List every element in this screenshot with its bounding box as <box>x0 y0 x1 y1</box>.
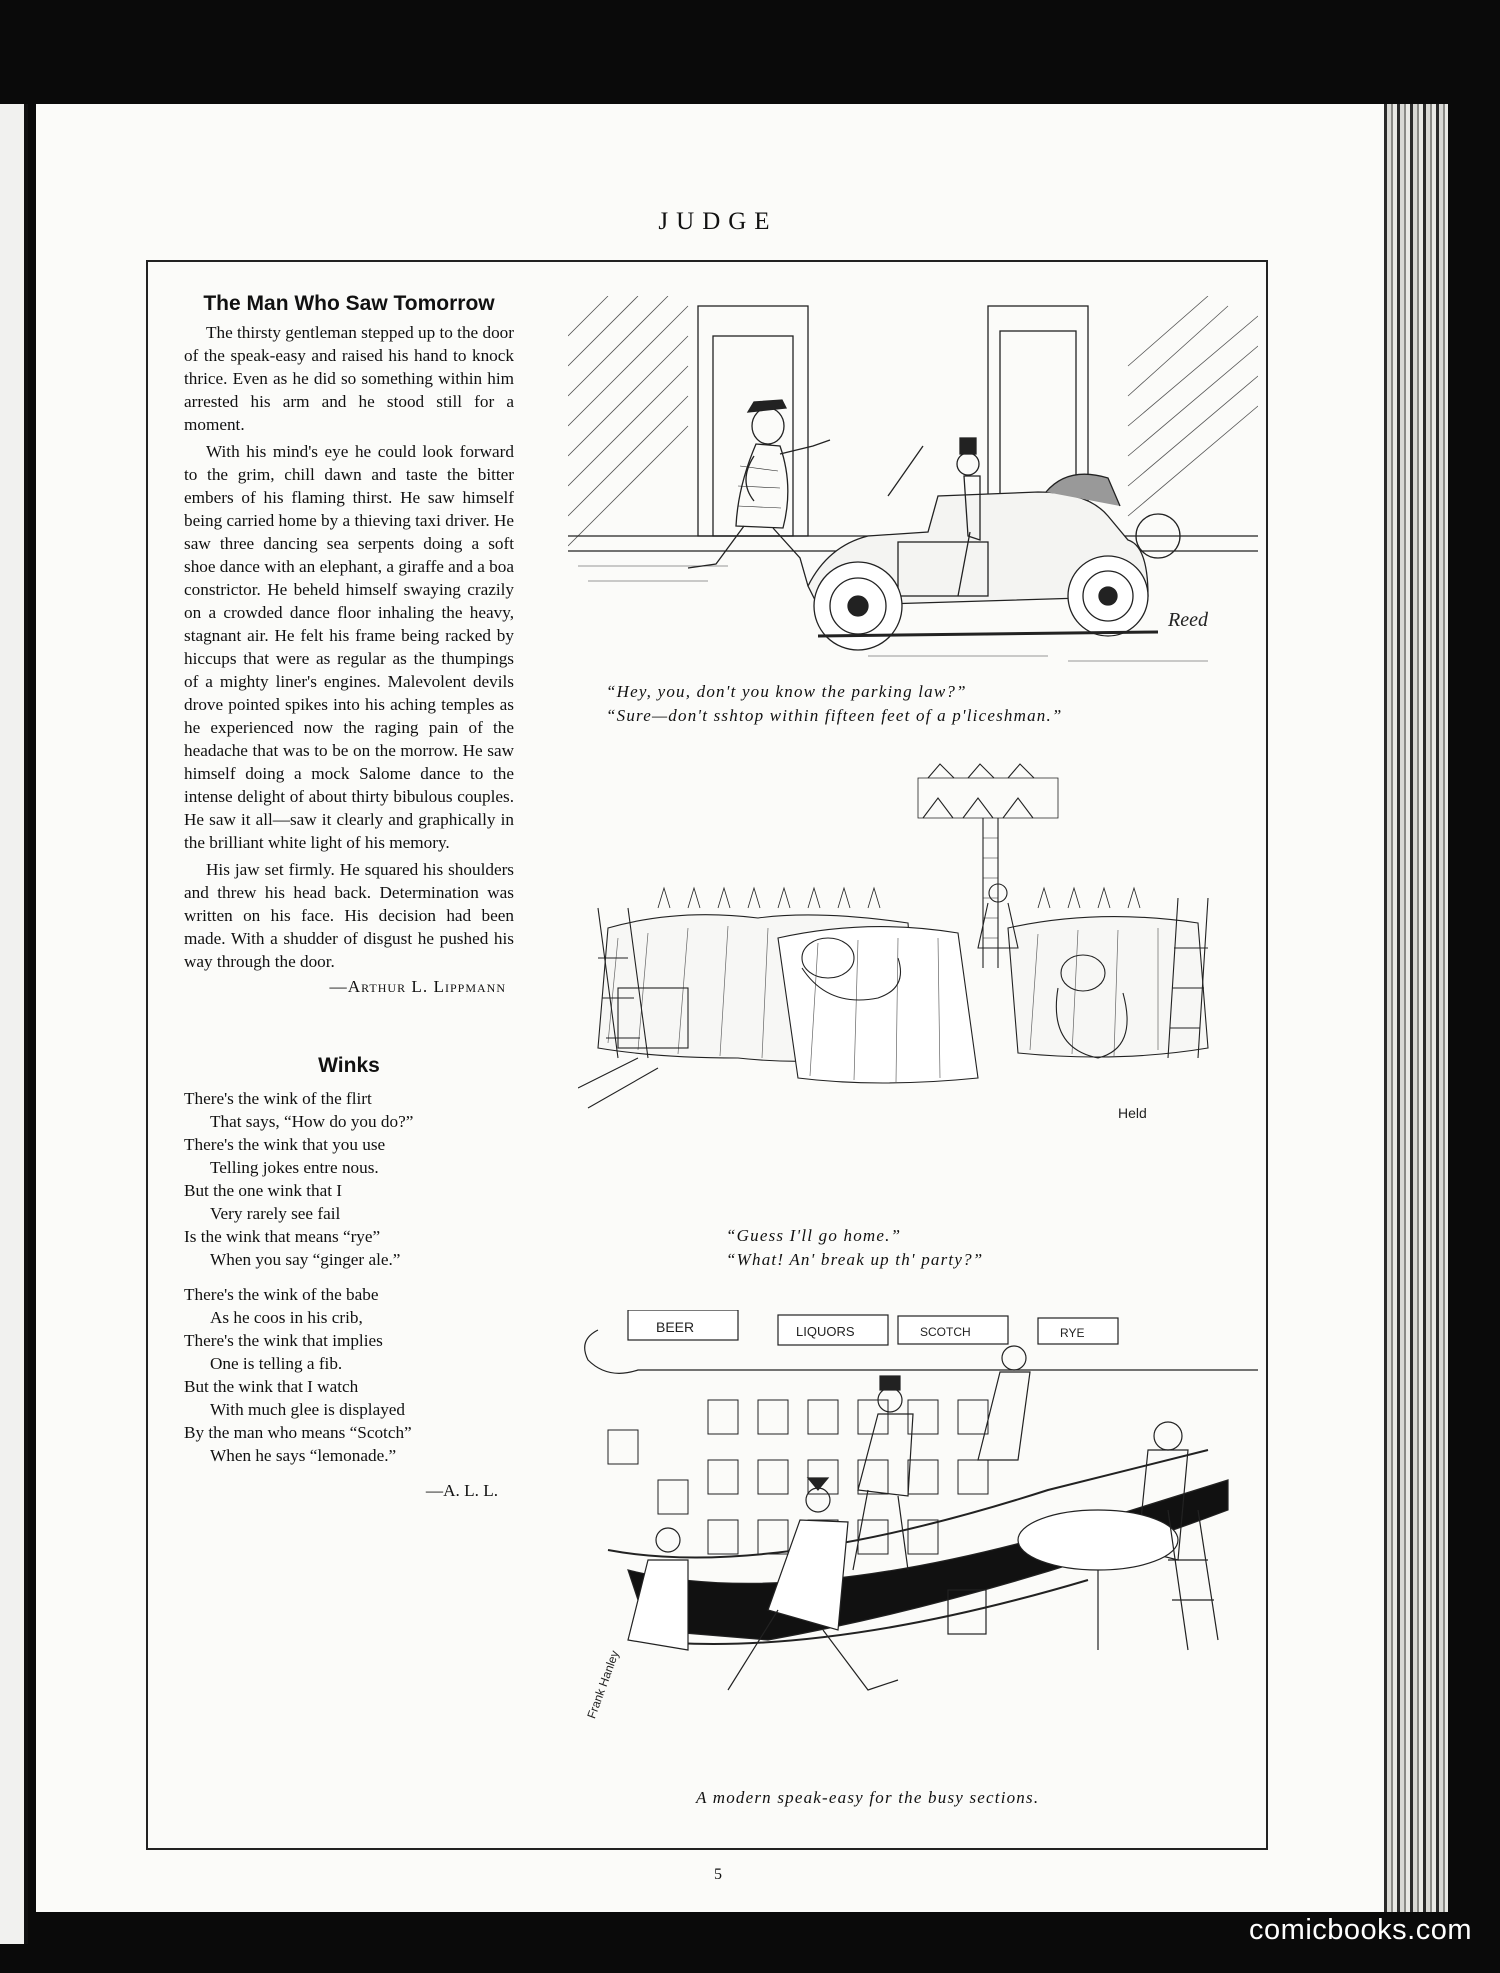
content-frame <box>146 260 1268 1850</box>
bar-cartoon-caption: A modern speak-easy for the busy sections. <box>696 1788 1040 1807</box>
poem-stanza <box>184 1283 514 1467</box>
poem-line: When he says “lemonade.” <box>210 1446 397 1465</box>
party-cartoon-signature: Held <box>1118 1105 1147 1121</box>
poem-line: There's the wink that implies <box>184 1331 383 1350</box>
poem-line: Telling jokes entre nous. <box>210 1158 379 1177</box>
bar-cartoon-signature: Frank Hanley <box>584 1648 622 1721</box>
page-stack-edges <box>1384 104 1448 1912</box>
poem-line: There's the wink of the babe <box>184 1285 379 1304</box>
caption-line: “Sure—don't sshtop within fifteen feet of a p'liceshman.” <box>606 706 1063 725</box>
article-title: The Man Who Saw Tomorrow <box>203 292 495 315</box>
running-head: JUDGE <box>658 208 778 235</box>
party-cartoon-illustration <box>578 758 1238 1138</box>
poem-title: Winks <box>318 1054 380 1077</box>
poem-line: There's the wink of the flirt <box>184 1089 372 1108</box>
article-byline: —Arthur L. Lippmann <box>329 977 506 996</box>
poem-line: But the one wink that I <box>184 1181 343 1200</box>
page-number: 5 <box>714 1866 722 1883</box>
text-column <box>184 292 514 1502</box>
poem-line: But the wink that I watch <box>184 1377 359 1396</box>
bar-sign: RYE <box>1060 1326 1085 1340</box>
caption-line: “Guess I'll go home.” <box>726 1226 902 1245</box>
party-cartoon-caption <box>726 1224 983 1272</box>
poem-byline: —A. L. L. <box>425 1481 498 1500</box>
poem-line: There's the wink that you use <box>184 1135 386 1154</box>
car-cartoon-caption <box>606 680 1063 728</box>
poem-line: When you say “ginger ale.” <box>210 1250 401 1269</box>
bar-cartoon-illustration <box>568 1310 1258 1780</box>
article-paragraph: With his mind's eye he could look forward to the grim, chill dawn and taste the bitter embers of his flaming thirst. He saw himself being carried home by a thieving taxi driver. He saw three dancing sea serpents doing a soft shoe dance with an elephant, a giraffe and a boa constrictor. He beheld himself swaying crazily on a crowded dance floor inhaling the heavy, stagnant air. He felt his frame being racked by hiccups that were as regular as the thumpings of a mighty liner's engines. Malevolent devils drove pointed spikes into his aching temples as he experienced now the raging pain of the headache that was to be on the morrow. He saw himself doing a mock Salome dance to the intense delight of about thirty bibulous couples. He saw it all—saw it clearly and graphically in the brilliant white light of his memory. <box>184 442 514 852</box>
watermark: comicbooks.com <box>1249 1914 1472 1946</box>
bar-sign: BEER <box>656 1319 695 1335</box>
car-cartoon-signature: Reed <box>1168 609 1208 631</box>
poem-line: Very rarely see fail <box>210 1204 341 1223</box>
article-paragraph: The thirsty gentleman stepped up to the door of the speak-easy and raised his hand to knock thrice. Even as he did so something within him arrested his arm and he stood still for a moment. <box>184 323 514 434</box>
poem-stanza <box>184 1087 514 1271</box>
caption-line: “Hey, you, don't you know the parking law?” <box>606 682 967 701</box>
article-paragraph: His jaw set firmly. He squared his shoulders and threw his head back. Determination was written on his face. His decision had been made. With a shudder of disgust he pushed his way through the door. <box>184 860 514 971</box>
bar-sign: SCOTCH <box>920 1325 971 1339</box>
poem-line: Is the wink that means “rye” <box>184 1227 381 1246</box>
binding-shadow <box>24 104 28 1944</box>
poem-line: One is telling a fib. <box>210 1354 343 1373</box>
poem-line: That says, “How do you do?” <box>210 1112 414 1131</box>
caption-line: “What! An' break up th' party?” <box>726 1250 984 1269</box>
car-cartoon-illustration <box>568 296 1258 676</box>
poem-line: With much glee is displayed <box>210 1400 406 1419</box>
poem-line: By the man who means “Scotch” <box>184 1423 412 1442</box>
poem-line: As he coos in his crib, <box>210 1308 363 1327</box>
bar-sign: LIQUORS <box>796 1324 855 1339</box>
